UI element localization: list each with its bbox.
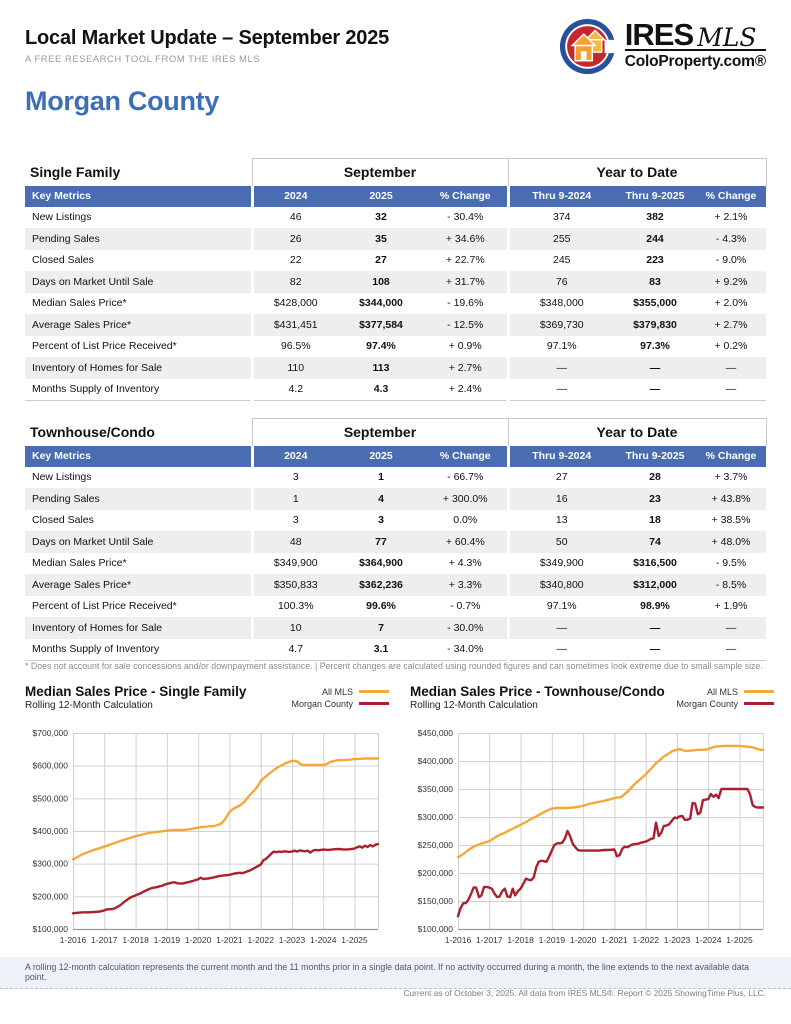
chart-svg — [410, 726, 776, 958]
x-axis-tick-label: 1-2019 — [538, 935, 566, 945]
value-cell: 3 — [378, 514, 384, 527]
y-axis-tick-label: $300,000 — [32, 858, 68, 869]
value-cell: - 12.5% — [447, 318, 484, 331]
value-cell: 18 — [649, 514, 661, 527]
legend-swatch — [744, 690, 774, 693]
page-title: Local Market Update – September 2025 — [25, 27, 390, 49]
rolling-calculation-note: A rolling 12-month calculation represents the current month and the 11 months prior in a single data point. If no activity occurred during a month, the line extends to the next available data point. — [0, 957, 791, 989]
value-cell: + 38.5% — [711, 514, 751, 527]
value-cell: + 43.8% — [711, 492, 751, 505]
value-cell: - 66.7% — [447, 471, 484, 484]
table-row — [25, 379, 766, 401]
value-cell: - 30.0% — [447, 621, 484, 634]
metric-label: Months Supply of Inventory — [32, 643, 160, 655]
table-row — [25, 617, 766, 639]
value-cell: 374 — [508, 207, 614, 229]
x-axis-tick-label: 1-2022 — [632, 935, 659, 945]
y-axis-tick-label: $200,000 — [417, 868, 453, 878]
value-cell: — — [725, 621, 737, 634]
table-row — [25, 467, 766, 489]
value-cell: — — [508, 357, 614, 379]
value-cell: — — [649, 361, 661, 374]
chart-svg — [25, 726, 391, 958]
x-axis-tick-label: 1-2021 — [216, 935, 243, 945]
value-cell: 27 — [375, 254, 387, 267]
logo-brand: IRES — [624, 16, 694, 52]
y-axis-tick-label: $700,000 — [32, 728, 68, 738]
value-cell: 35 — [375, 232, 387, 245]
x-axis-tick-label: 1-2017 — [91, 935, 118, 945]
series-line-morgan-county — [73, 844, 378, 913]
value-cell: - 8.5% — [715, 578, 747, 591]
metric-label: Average Sales Price* — [32, 318, 132, 331]
value-cell: $364,900 — [359, 557, 403, 570]
value-cell: - 4.3% — [715, 232, 747, 245]
ytd-group-header: Year to Date — [508, 419, 766, 446]
value-cell: 83 — [649, 275, 661, 288]
legend-item-all-mls — [676, 686, 774, 698]
value-cell: + 300.0% — [442, 492, 488, 505]
value-cell: + 31.7% — [445, 275, 485, 288]
value-cell: $348,000 — [508, 293, 614, 315]
value-cell: $349,900 — [508, 553, 614, 575]
column-header: Thru 9-2024 — [508, 186, 614, 207]
chart-subtitle: Rolling 12-Month Calculation — [25, 700, 153, 711]
value-cell: + 2.7% — [714, 318, 748, 331]
y-axis-tick-label: $400,000 — [417, 756, 453, 766]
y-axis-tick-label: $250,000 — [417, 840, 453, 850]
chart-legend — [676, 686, 774, 710]
value-cell: 76 — [508, 271, 614, 293]
value-cell: 110 — [252, 357, 338, 379]
legend-item-morgan-county — [676, 698, 774, 710]
x-axis-tick-label: 1-2024 — [310, 935, 337, 945]
table-row — [25, 250, 766, 272]
value-cell: 82 — [252, 271, 338, 293]
metric-label: Inventory of Homes for Sale — [32, 621, 163, 634]
value-cell: — — [508, 617, 614, 639]
y-axis-tick-label: $100,000 — [417, 924, 453, 934]
value-cell: 4 — [378, 492, 384, 505]
legend-swatch — [359, 690, 389, 693]
value-cell: + 1.9% — [714, 600, 748, 613]
value-cell: 245 — [508, 250, 614, 272]
metric-label: New Listings — [32, 211, 92, 224]
value-cell: 28 — [649, 471, 661, 484]
value-cell: 1 — [252, 488, 338, 510]
legend-label: All MLS — [321, 687, 353, 697]
value-cell: 113 — [372, 361, 390, 374]
x-axis-tick-label: 1-2018 — [507, 935, 534, 945]
x-axis-tick-label: 1-2016 — [59, 935, 87, 945]
value-cell: 10 — [252, 617, 338, 639]
metric-label: Median Sales Price* — [32, 297, 127, 310]
metric-label: Inventory of Homes for Sale — [32, 361, 163, 374]
value-cell: + 2.7% — [448, 361, 482, 374]
column-header: Thru 9-2024 — [508, 446, 614, 467]
metric-label: Pending Sales — [32, 232, 100, 245]
column-header: % Change — [696, 186, 766, 207]
legend-swatch — [359, 702, 389, 705]
column-header: 2025 — [338, 186, 424, 207]
series-line-all-mls — [458, 746, 763, 857]
chart-townhouse-condo — [410, 684, 776, 958]
series-line-morgan-county — [458, 789, 763, 916]
chart-title: Median Sales Price - Single Family — [25, 684, 247, 699]
value-cell: $312,000 — [633, 578, 677, 591]
chart-single-family — [25, 684, 391, 958]
value-cell: $350,833 — [252, 574, 338, 596]
legend-item-morgan-county — [291, 698, 389, 710]
y-axis-tick-label: $400,000 — [32, 826, 68, 836]
legend-swatch — [744, 702, 774, 705]
townhouse-condo-table-wrap — [25, 418, 766, 661]
value-cell: + 9.2% — [714, 275, 748, 288]
table-row — [25, 488, 766, 510]
section-title: Townhouse/Condo — [25, 419, 252, 446]
table-row — [25, 293, 766, 315]
value-cell: + 2.0% — [714, 297, 748, 310]
value-cell: 50 — [508, 531, 614, 553]
value-cell: $340,800 — [508, 574, 614, 596]
value-cell: + 34.6% — [445, 232, 485, 245]
column-header: 2024 — [252, 446, 338, 467]
table-row — [25, 271, 766, 293]
table-row — [25, 553, 766, 575]
value-cell: + 60.4% — [445, 535, 485, 548]
value-cell: - 0.7% — [450, 600, 481, 613]
x-axis-tick-label: 1-2022 — [247, 935, 274, 945]
metric-label: Days on Market Until Sale — [32, 535, 154, 548]
value-cell: + 4.3% — [448, 557, 482, 570]
y-axis-tick-label: $450,000 — [417, 728, 453, 738]
y-axis-tick-label: $150,000 — [417, 896, 453, 906]
legend-item-all-mls — [291, 686, 389, 698]
table-row — [25, 531, 766, 553]
value-cell: 382 — [646, 211, 664, 224]
y-axis-tick-label: $100,000 — [32, 924, 68, 934]
logo-brand-script: MLS — [697, 23, 757, 53]
value-cell: $355,000 — [633, 297, 677, 310]
value-cell: + 22.7% — [445, 254, 485, 267]
metric-label: Closed Sales — [32, 514, 94, 527]
value-cell: + 2.1% — [714, 211, 748, 224]
x-axis-tick-label: 1-2017 — [476, 935, 503, 945]
value-cell: — — [649, 383, 661, 395]
y-axis-tick-label: $500,000 — [32, 793, 68, 804]
value-cell: 255 — [508, 228, 614, 250]
value-cell: 1 — [378, 471, 384, 484]
value-cell: — — [649, 621, 661, 634]
column-header: 2024 — [252, 186, 338, 207]
table-row — [25, 336, 766, 358]
table-row — [25, 314, 766, 336]
ires-mls-logo — [559, 18, 766, 75]
x-axis-tick-label: 1-2024 — [695, 935, 722, 945]
value-cell: + 48.0% — [711, 535, 751, 548]
logo-domain: ColoProperty.com® — [624, 53, 766, 71]
x-axis-tick-label: 1-2020 — [569, 935, 597, 945]
value-cell: + 3.3% — [448, 578, 482, 591]
value-cell: — — [649, 643, 661, 655]
value-cell: — — [725, 383, 737, 395]
value-cell: 46 — [252, 207, 338, 229]
value-cell: 16 — [508, 488, 614, 510]
column-header: % Change — [696, 446, 766, 467]
x-axis-tick-label: 1-2018 — [122, 935, 149, 945]
value-cell: 4.3 — [373, 383, 389, 395]
legend-label: Morgan County — [291, 699, 353, 709]
value-cell: 23 — [649, 492, 661, 505]
metric-label: Median Sales Price* — [32, 557, 127, 570]
x-axis-tick-label: 1-2020 — [184, 935, 212, 945]
value-cell: 4.7 — [252, 639, 338, 661]
metric-label: Percent of List Price Received* — [32, 340, 177, 353]
value-cell: 97.1% — [508, 596, 614, 618]
table-row — [25, 639, 766, 661]
metric-label: Percent of List Price Received* — [32, 600, 177, 613]
column-header: % Change — [424, 446, 508, 467]
month-group-header: September — [252, 419, 508, 446]
value-cell: 7 — [378, 621, 384, 634]
value-cell: 0.0% — [453, 514, 478, 527]
value-cell: 74 — [649, 535, 661, 548]
value-cell: $344,000 — [359, 297, 403, 310]
column-header: Key Metrics — [25, 186, 252, 207]
metric-label: Pending Sales — [32, 492, 100, 505]
metric-label: New Listings — [32, 471, 92, 484]
table-row — [25, 574, 766, 596]
metric-label: Average Sales Price* — [32, 578, 132, 591]
x-axis-tick-label: 1-2025 — [726, 935, 753, 945]
single-family-table-wrap — [25, 158, 766, 401]
value-cell: $316,500 — [633, 557, 677, 570]
value-cell: + 2.4% — [448, 383, 482, 395]
value-cell: $369,730 — [508, 314, 614, 336]
metric-label: Closed Sales — [32, 254, 94, 267]
value-cell: — — [508, 379, 614, 401]
value-cell: 4.2 — [252, 379, 338, 401]
value-cell: 97.4% — [366, 340, 396, 353]
section-title: Single Family — [25, 159, 252, 186]
value-cell: 97.3% — [640, 340, 670, 353]
value-cell: 77 — [375, 535, 387, 548]
value-cell: 26 — [252, 228, 338, 250]
value-cell: 96.5% — [252, 336, 338, 358]
ytd-group-header: Year to Date — [508, 159, 766, 186]
value-cell: + 0.9% — [448, 340, 482, 353]
table-row — [25, 357, 766, 379]
report-attribution-note: Current as of October 3, 2025. All data from IRES MLS®. Report © 2025 ShowingTime Plus, LLC. — [403, 988, 766, 998]
legend-label: All MLS — [706, 687, 738, 697]
y-axis-tick-label: $350,000 — [417, 784, 453, 794]
table-row — [25, 207, 766, 229]
x-axis-tick-label: 1-2021 — [601, 935, 628, 945]
month-group-header: September — [252, 159, 508, 186]
table-row — [25, 510, 766, 532]
chart-title: Median Sales Price - Townhouse/Condo — [410, 684, 665, 699]
series-line-all-mls — [73, 759, 378, 860]
column-header: % Change — [424, 186, 508, 207]
value-cell: 27 — [508, 467, 614, 489]
value-cell: 3 — [252, 467, 338, 489]
metric-label: Days on Market Until Sale — [32, 275, 154, 288]
value-cell: - 9.5% — [715, 557, 747, 570]
value-cell: 32 — [375, 211, 387, 224]
value-cell: 98.9% — [640, 600, 670, 613]
value-cell: 244 — [646, 232, 664, 245]
value-cell: $428,000 — [252, 293, 338, 315]
metric-label: Months Supply of Inventory — [32, 383, 160, 395]
table-row — [25, 596, 766, 618]
value-cell: — — [725, 361, 737, 374]
value-cell: $377,584 — [359, 318, 403, 331]
x-axis-tick-label: 1-2016 — [444, 935, 472, 945]
column-header: 2025 — [338, 446, 424, 467]
value-cell: 100.3% — [252, 596, 338, 618]
value-cell: - 34.0% — [447, 643, 484, 655]
value-cell: $349,900 — [252, 553, 338, 575]
ires-logo-badge-icon — [559, 18, 616, 75]
value-cell: $362,236 — [359, 578, 403, 591]
x-axis-tick-label: 1-2025 — [341, 935, 368, 945]
metrics-table — [25, 418, 767, 661]
metrics-table — [25, 158, 767, 401]
logo-text — [624, 16, 766, 71]
region-title: Morgan County — [25, 86, 220, 116]
value-cell: 48 — [252, 531, 338, 553]
y-axis-tick-label: $200,000 — [32, 891, 68, 902]
value-cell: 22 — [252, 250, 338, 272]
page-subtitle: A FREE RESEARCH TOOL FROM THE IRES MLS — [25, 54, 261, 65]
value-cell: + 3.7% — [714, 471, 748, 484]
value-cell: 3 — [252, 510, 338, 532]
value-cell: 13 — [508, 510, 614, 532]
value-cell: - 9.0% — [715, 254, 747, 267]
table-footnote: * Does not account for sale concessions and/or downpayment assistance. | Percent changes are calculated using rounded figures and can sometimes look extreme due to small sample size. — [25, 661, 763, 671]
chart-plot-area — [25, 726, 391, 958]
value-cell: 108 — [372, 275, 390, 288]
value-cell: + 0.2% — [714, 340, 748, 353]
value-cell: $431,451 — [252, 314, 338, 336]
value-cell: 99.6% — [366, 600, 396, 613]
x-axis-tick-label: 1-2023 — [278, 935, 306, 945]
x-axis-tick-label: 1-2023 — [663, 935, 691, 945]
column-header: Thru 9-2025 — [614, 446, 696, 467]
value-cell: — — [725, 643, 737, 655]
chart-subtitle: Rolling 12-Month Calculation — [410, 700, 538, 711]
value-cell: - 30.4% — [447, 211, 484, 224]
column-header: Key Metrics — [25, 446, 252, 467]
table-row — [25, 228, 766, 250]
chart-legend — [291, 686, 389, 710]
legend-label: Morgan County — [676, 699, 738, 709]
y-axis-tick-label: $600,000 — [32, 760, 68, 771]
value-cell: $379,830 — [633, 318, 677, 331]
chart-plot-area — [410, 726, 776, 958]
value-cell: 223 — [646, 254, 664, 267]
y-axis-tick-label: $300,000 — [417, 812, 453, 822]
value-cell: 3.1 — [373, 643, 389, 655]
value-cell: — — [508, 639, 614, 661]
value-cell: - 19.6% — [447, 297, 484, 310]
x-axis-tick-label: 1-2019 — [153, 935, 181, 945]
value-cell: 97.1% — [508, 336, 614, 358]
column-header: Thru 9-2025 — [614, 186, 696, 207]
